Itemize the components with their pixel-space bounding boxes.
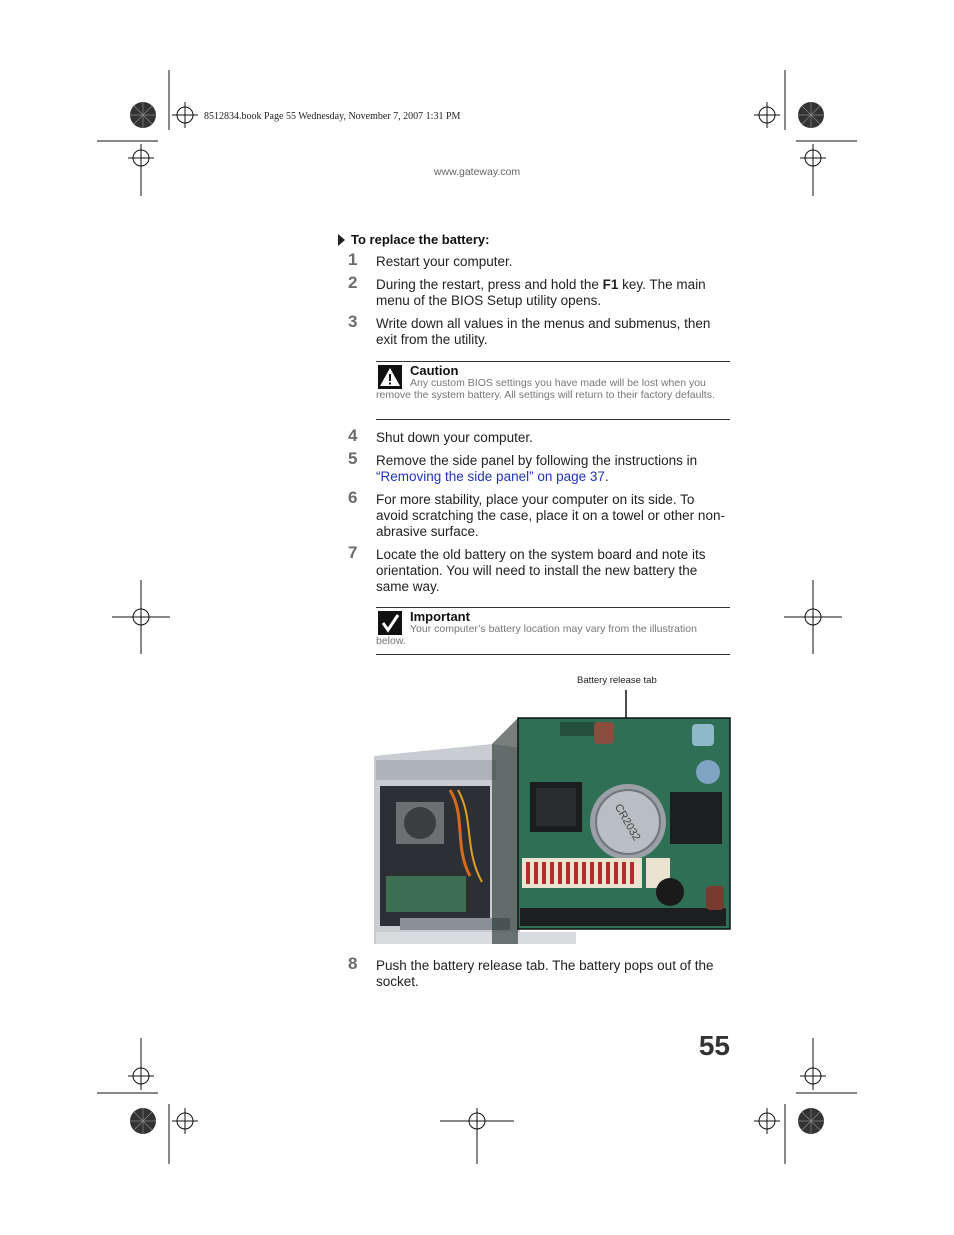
caution-body: Any custom BIOS settings you have made will be lost when you remove the system battery. All settings will return to their factory defaults. — [376, 377, 715, 401]
step-number: 7 — [348, 543, 358, 562]
step-number: 6 — [348, 488, 358, 507]
site-url: www.gateway.com — [433, 166, 521, 178]
step-text: Write down all values in the menus and submenus, then exit from the utility. — [376, 316, 711, 347]
step-text: Locate the old battery on the system board and note its orientation. You will need to install the new battery the same way. — [376, 547, 706, 594]
print-header-meta: 8512834.book Page 55 Wednesday, November 7, 2007 1:31 PM — [204, 111, 461, 122]
caution-heading: Caution — [410, 363, 459, 378]
step-number: 3 — [348, 312, 358, 331]
step-number: 8 — [348, 954, 358, 973]
procedure-title-text: To replace the battery: — [351, 232, 490, 247]
figure-callout-label: Battery release tab — [577, 675, 657, 686]
battery-label: CR2032 — [611, 802, 643, 843]
important-body: Your computer’s battery location may vary from the illustration below. — [376, 623, 697, 647]
step-number: 1 — [348, 250, 358, 269]
step-text: Remove the side panel by following the instructions in “Removing the side panel” on page 37. — [376, 453, 698, 484]
step-number: 4 — [348, 426, 358, 445]
key-label: F1 — [602, 277, 619, 292]
cross-reference-link[interactable]: “Removing the side panel” on page 37 — [376, 469, 605, 484]
step-text: Push the battery release tab. The battery pops out of the socket. — [376, 958, 714, 989]
step-number: 2 — [348, 273, 358, 292]
step-text: For more stability, place your computer on its side. To avoid scratching the case, place it on a towel or other non-abrasive surface. — [376, 492, 725, 539]
page-number: 55 — [698, 1030, 730, 1061]
important-heading: Important — [410, 609, 470, 624]
step-text: During the restart, press and hold the F1 key. The main menu of the BIOS Setup utility opens. — [376, 277, 706, 308]
step-number: 5 — [348, 449, 358, 468]
registration-target — [112, 102, 842, 1164]
step-text: Shut down your computer. — [376, 430, 533, 445]
registration-starburst — [130, 102, 824, 1134]
step-text: Restart your computer. — [376, 254, 513, 269]
